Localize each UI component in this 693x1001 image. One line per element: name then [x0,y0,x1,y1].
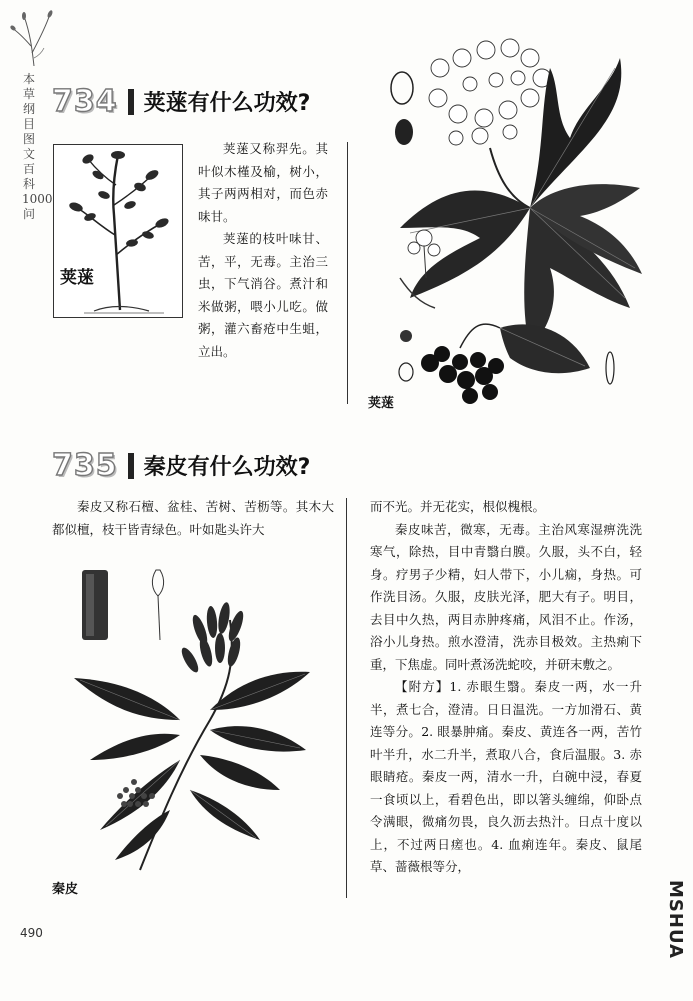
paragraph: 荚蒾的枝叶味甘、苦，平，无毒。主治三虫，下气消谷。煮汁和米做粥，喂小儿吃。做粥，灌六畜疮中生蛆，立出。 [198,231,328,359]
paragraph: 秦皮又称石檀、盆桂、苦树、苦枥等。其木大都似檀，枝干皆青绿色。叶如匙头许大 [52,499,334,537]
section-735-heading [52,448,310,483]
section-number: 734 [52,84,118,119]
page-number: 490 [20,926,43,940]
qinpi-botanical-plate [60,560,320,880]
paragraph: 而不光。并无花实，根似槐根。 [370,499,546,514]
section-734-heading [52,84,310,119]
section-735-left-text [52,496,334,541]
section-734-text [198,138,328,363]
jiami-botanical-plate [380,28,670,408]
inset-illustration-jiami [53,144,183,318]
section-number: 735 [52,448,118,483]
paragraph: 秦皮味苦，微寒，无毒。主治风寒湿痹洗洗寒气，除热，目中青翳白膜。久服，头不白，轻身。疗男子少精，妇人带下，小儿痫，身热。可作洗目汤。久服，皮肤光泽，肥大有子。明目，去目中久热，两目赤肿疼痛，风泪不止。作汤，浴小儿身热。煎水澄清，洗赤目极效。主热痢下重，下焦虚。同叶煮汤洗蛇咬，并研末敷之。 [370,521,642,672]
heading-divider [128,453,134,479]
section-title: 秦皮有什么功效? [143,455,311,480]
inset-label: 荚蒾 [60,268,94,288]
jiami-shrub-illustration [54,145,182,317]
column-divider [347,142,348,404]
column-divider [346,498,347,898]
decorative-sprig-icon [10,8,54,66]
watermark: MSHUA [665,880,686,959]
plate-caption: 荚蒾 [368,396,395,411]
paragraph: 【附方】1. 赤眼生翳。秦皮一两，水一升半，煮七合，澄清。日日温洗。一方加滑石、黄连等分。2. 眼暴肿痛。秦皮、黄连各一两，苦竹叶半升，水二升半，煮取八合，食后温服。3. 赤眼睛疮。秦皮一两，清水一升，白碗中浸，春夏一食顷以上，看碧色出，即以箸头缠绵，仰卧点令满眼，微痛勿畏，良久沥去热汁。日点十度以上，不过两日瘥也。4. 血痢连年。秦皮、鼠尾草、蔷薇根等分， [370,679,642,874]
section-735-right-text [370,496,642,879]
heading-divider [128,89,134,115]
section-title: 荚蒾有什么功效? [143,91,311,116]
plate-caption: 秦皮 [52,882,79,897]
paragraph: 荚蒾又称羿先。其叶似木槿及榆，树小，其子两两相对，而色赤味甘。 [198,141,328,224]
book-spine-title: 本草纲目图文百科1000问 [22,72,53,221]
